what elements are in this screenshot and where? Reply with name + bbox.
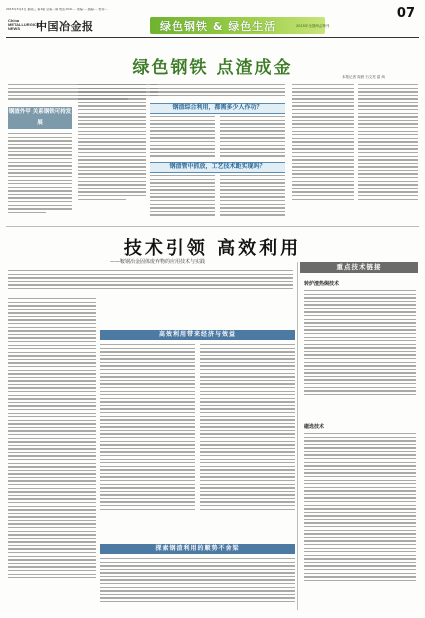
middle-col-b — [220, 116, 285, 159]
header-rule — [6, 37, 419, 38]
feature-title: 绿色钢铁 点渣成金 — [132, 58, 293, 78]
middle-intro-text — [150, 84, 285, 98]
paper-name: 中国冶金报 — [36, 20, 94, 33]
sidebar-item-2-heading: 磁选技术 — [304, 424, 325, 430]
left-section-header: 钢渣外甲 关系钢铁可持发展 — [8, 107, 72, 129]
middle-col-d — [220, 175, 285, 218]
article-subtitle: ——鞍钢冶金固体废弃物的应用技术与实践 — [110, 259, 206, 265]
middle-section-header-2: 钢渣管中抓放，工艺技术距实现吗？ — [150, 162, 285, 173]
lower-col-3 — [200, 344, 295, 512]
middle-section-header-1: 钢渣综合利用，都需多少人作功？ — [150, 103, 285, 114]
sidebar-item-2-text — [304, 433, 416, 583]
sidebar-item-1-text — [304, 290, 416, 397]
banner-title: 绿色钢铁 & 绿色生活 — [160, 20, 277, 33]
page-number: 07 — [396, 6, 415, 21]
middle-col-c — [150, 175, 215, 218]
second-column-text — [78, 84, 146, 202]
article-title: 技术引领 高效利用 — [123, 238, 302, 259]
left-column-text — [8, 133, 72, 215]
sidebar-item-1-heading: 转炉渣热焖技术 — [304, 281, 340, 287]
banner-subtitle: 2015年全国两会特刊 — [296, 24, 330, 28]
header-top-line: 2015年3月4日 星期三 第1版 总第...期 电话:010-... 责编:... 美编:... 校对:... — [6, 8, 109, 11]
paper-name-english: China METALLURGICAL NEWS — [8, 18, 43, 31]
sidebar-title: 重点技术链接 — [300, 262, 418, 273]
lower-col-2 — [100, 344, 195, 512]
right-upper-col-b — [358, 84, 418, 202]
lower-col-1 — [8, 298, 96, 581]
section-divider — [6, 226, 419, 227]
lower-bottom-text — [100, 558, 295, 605]
lower-section-header-1: 高效利用带来经济与效益 — [100, 330, 295, 340]
lower-section-header-2: 探索钢渣利用的顺势不舍梁 — [100, 544, 295, 554]
middle-col-a — [150, 116, 215, 159]
right-upper-col-a — [292, 84, 354, 202]
feature-byline: 本报记者 周晨 石文亮 尉 尚 — [342, 75, 385, 79]
article-intro — [8, 270, 293, 291]
sidebar-divider — [297, 262, 298, 610]
